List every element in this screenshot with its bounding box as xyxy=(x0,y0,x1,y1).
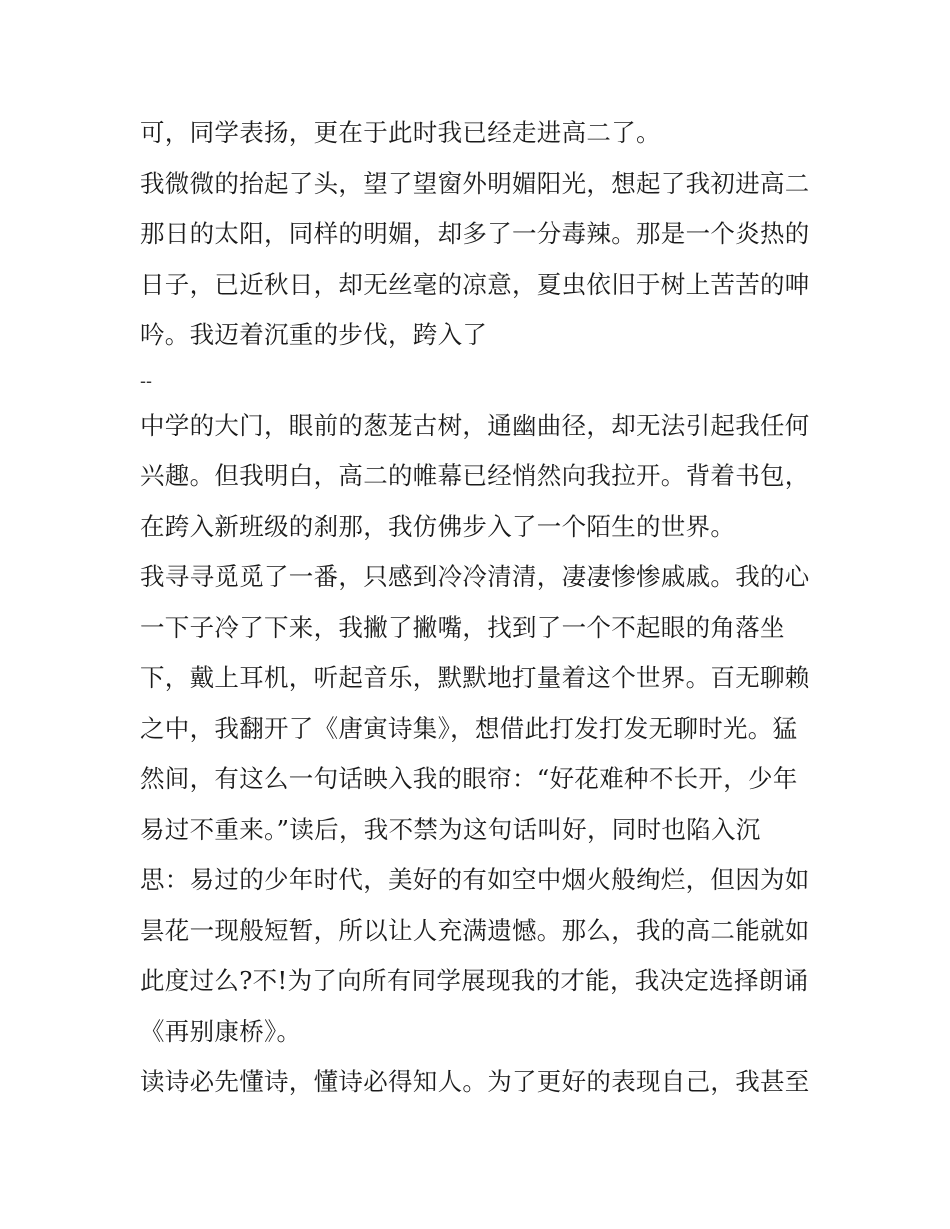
text-line: 读诗必先懂诗，懂诗必得知人。为了更好的表现自己，我甚至 xyxy=(140,1067,810,1096)
text-line: 之中，我翻开了《唐寅诗集》，想借此打发打发无聊时光。猛 xyxy=(140,713,798,743)
text-line: 然间，有这么一句话映入我的眼帘：“好花难种不长开，少年 xyxy=(140,764,798,793)
text-line: 我寻寻觅觅了一番，只感到冷冷清清，凄凄惨惨戚戚。我的心 xyxy=(140,562,810,591)
text-line: 思：易过的少年时代，美好的有如空中烟火般绚烂，但因为如 xyxy=(140,865,810,894)
page-separator: -- xyxy=(140,370,152,391)
text-line: 兴趣。但我明白，高二的帷幕已经悄然向我拉开。背着书包， xyxy=(140,461,810,490)
text-line: 易过不重来。”读后，我不禁为这句话叫好，同时也陷入沉 xyxy=(140,814,761,844)
text-line: 《再别康桥》。 xyxy=(140,1016,302,1046)
text-line: 此度过么?不!为了向所有同学展现我的才能，我决定选择朗诵 xyxy=(140,966,809,995)
text-line: 我微微的抬起了头，望了望窗外明媚阳光，想起了我初进高二 xyxy=(140,168,810,198)
text-line: 那日的太阳，同样的明媚，却多了一分毒辣。那是一个炎热的 xyxy=(140,219,810,248)
text-line: 下，戴上耳机，听起音乐，默默地打量着这个世界。百无聊赖 xyxy=(140,663,810,692)
text-line: 吟。我迈着沉重的步伐，跨入了 xyxy=(140,320,488,349)
text-line: 日子，已近秋日，却无丝毫的凉意，夏虫依旧于树上苦苦的呻 xyxy=(140,269,810,299)
text-line: 一下子冷了下来，我撇了撇嘴，找到了一个不起眼的角落坐 xyxy=(140,612,785,642)
text-line: 在跨入新班级的刹那，我仿佛步入了一个陌生的世界。 xyxy=(140,511,736,541)
document-body xyxy=(140,108,820,1108)
text-line: 昙花一现般短暂，所以让人充满遗憾。那么，我的高二能就如 xyxy=(140,915,810,945)
text-line: 中学的大门，眼前的葱茏古树，通幽曲径，却无法引起我任何 xyxy=(140,410,810,440)
text-line: 可，同学表扬，更在于此时我已经走进高二了。 xyxy=(140,118,661,147)
